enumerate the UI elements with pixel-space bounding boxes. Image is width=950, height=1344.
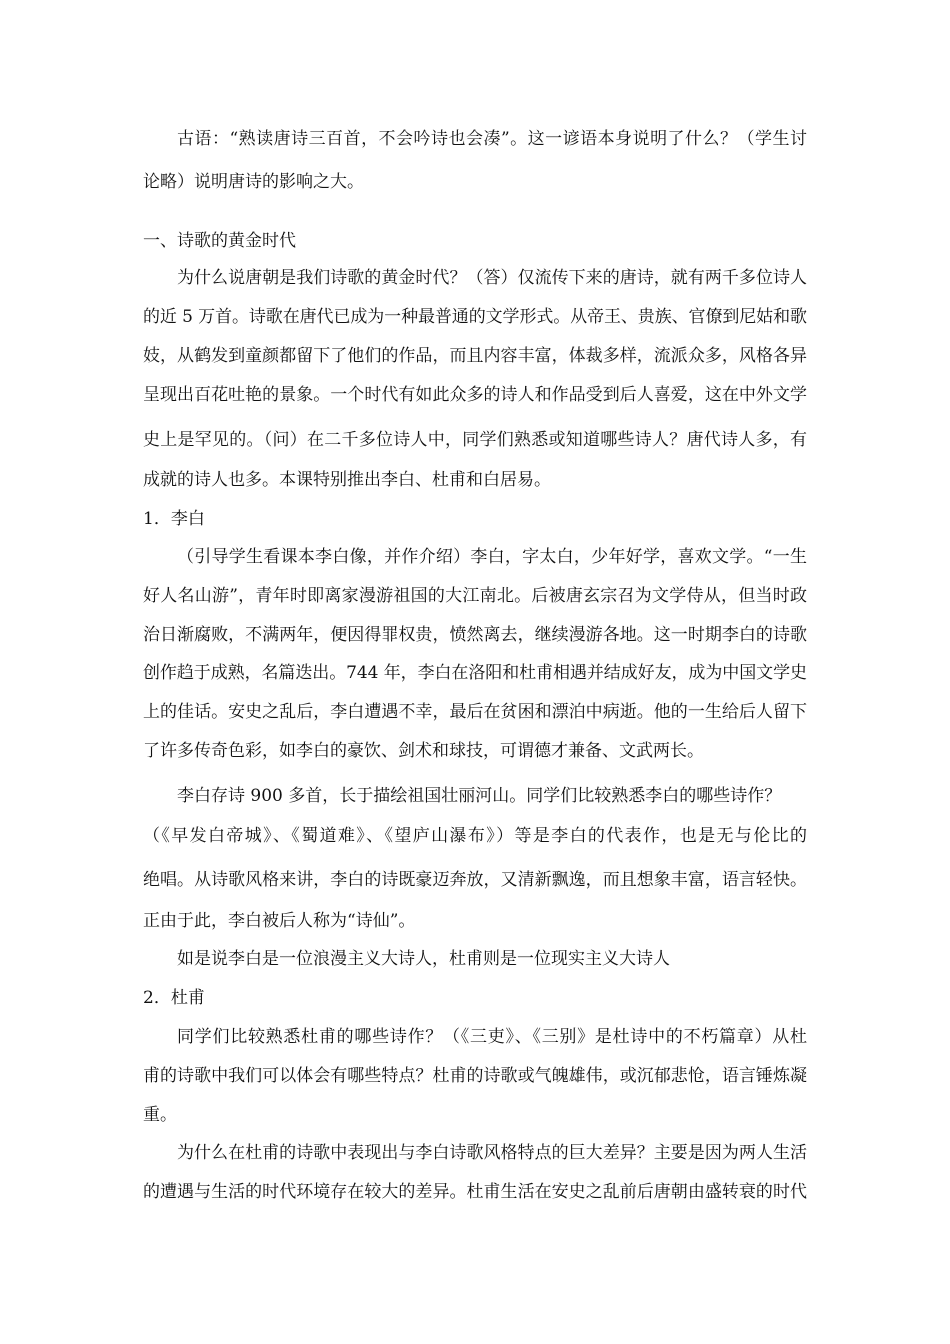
paragraph-line: （引导学生看课本李白像，并作介绍）李白，字太白，少年好学，喜欢文学。“一生 — [177, 547, 808, 567]
paragraph-line: 李白存诗 900 多首，长于描绘祖国壮丽河山。同学们比较熟悉李白的哪些诗作？ — [177, 786, 782, 806]
paragraph-line: 上的佳话。安史之乱后，李白遭遇不幸，最后在贫困和漂泊中病逝。他的一生给后人留下 — [143, 702, 808, 722]
paragraph-line: 呈现出百花吐艳的景象。一个时代有如此众多的诗人和作品受到后人喜爱，这在中外文学 — [143, 385, 808, 405]
paragraph-line: 治日渐腐败，不满两年，便因得罪权贵，愤然离去，继续漫游各地。这一时期李白的诗歌 — [143, 625, 808, 645]
paragraph-line: 甫的诗歌中我们可以体会有哪些特点？杜甫的诗歌或气魄雄伟，或沉郁悲怆，语言锤炼凝 — [143, 1066, 808, 1086]
subsection-heading: 1．李白 — [143, 509, 205, 529]
paragraph-line: 同学们比较熟悉杜甫的哪些诗作？（《三吏》、《三别》是杜诗中的不朽篇章）从杜 — [177, 1027, 808, 1047]
paragraph-line: 如是说李白是一位浪漫主义大诗人，杜甫则是一位现实主义大诗人 — [177, 949, 670, 969]
paragraph-line: 的遭遇与生活的时代环境存在较大的差异。杜甫生活在安史之乱前后唐朝由盛转衰的时代 — [143, 1182, 808, 1202]
paragraph-line: 史上是罕见的。（问）在二千多位诗人中，同学们熟悉或知道哪些诗人？唐代诗人多，有 — [143, 430, 808, 450]
paragraph-line: 妓，从鹤发到童颜都留下了他们的作品，而且内容丰富，体裁多样，流派众多，风格各异 — [143, 346, 808, 366]
paragraph-line: 重。 — [143, 1105, 177, 1125]
paragraph-line: 古语：“熟读唐诗三百首，不会吟诗也会凑”。这一谚语本身说明了什么？（学生讨 — [177, 129, 808, 149]
paragraph-line: 了许多传奇色彩，如李白的豪饮、剑术和球技，可谓德才兼备、文武两长。 — [143, 741, 704, 761]
paragraph-line: 成就的诗人也多。本课特别推出李白、杜甫和白居易。 — [143, 470, 551, 490]
paragraph-line: 正由于此，李白被后人称为“诗仙”。 — [143, 911, 416, 931]
paragraph-line: （《早发白帝城》、《蜀道难》、《望庐山瀑布》）等是李白的代表作，也是无与伦比的 — [143, 826, 809, 846]
subsection-heading: 2．杜甫 — [143, 988, 205, 1008]
paragraph-line: 绝唱。从诗歌风格来讲，李白的诗既豪迈奔放，又清新飘逸，而且想象丰富，语言轻快。 — [143, 870, 808, 890]
section-heading: 一、诗歌的黄金时代 — [143, 231, 296, 251]
paragraph-line: 为什么在杜甫的诗歌中表现出与李白诗歌风格特点的巨大差异？主要是因为两人生活 — [177, 1143, 808, 1163]
paragraph-line: 论略）说明唐诗的影响之大。 — [143, 172, 364, 192]
paragraph-line: 为什么说唐朝是我们诗歌的黄金时代？（答）仅流传下来的唐诗，就有两千多位诗人 — [177, 268, 808, 288]
paragraph-line: 创作趋于成熟，名篇迭出。744 年，李白在洛阳和杜甫相遇并结成好友，成为中国文学史 — [143, 663, 807, 683]
paragraph-line: 的近 5 万首。诗歌在唐代已成为一种最普通的文学形式。从帝王、贵族、官僚到尼姑和歌 — [143, 307, 807, 327]
paragraph-line: 好人名山游”，青年时即离家漫游祖国的大江南北。后被唐玄宗召为文学侍从，但当时政 — [143, 586, 808, 606]
